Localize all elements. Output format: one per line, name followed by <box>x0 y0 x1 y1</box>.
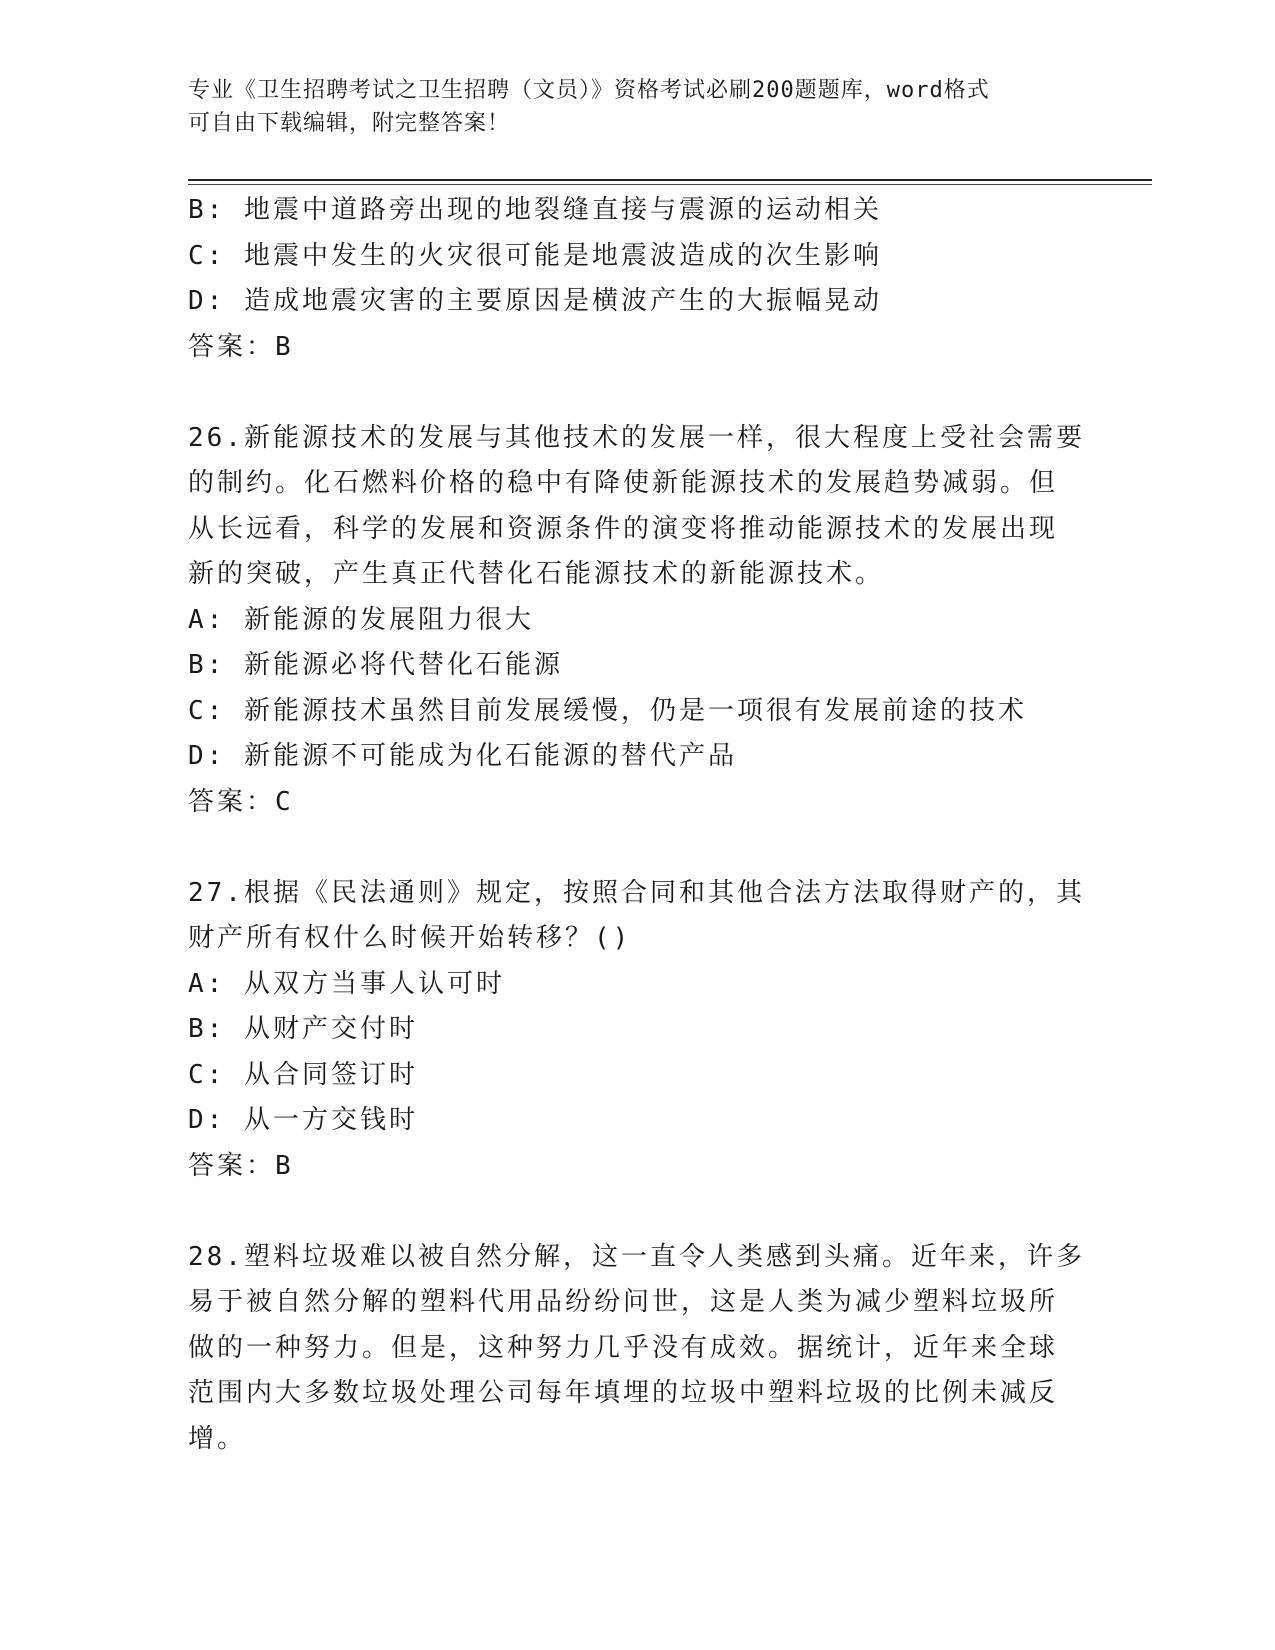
q26-option-d: D: 新能源不可能成为化石能源的替代产品 <box>188 741 737 771</box>
q27-option-a: A: 从双方当事人认可时 <box>188 968 505 999</box>
q26-stem-line: 26.新能源技术的发展与其他技术的发展一样，很大程度上受社会需要 <box>188 422 1085 453</box>
q25-option-b: B: 地震中道路旁出现的地裂缝直接与震源的运动相关 <box>188 195 882 225</box>
question-27 <box>188 871 1088 1190</box>
spacer <box>188 1189 1088 1235</box>
q26-answer: 答案：C <box>188 786 294 817</box>
question-26 <box>188 416 1088 826</box>
q28-stem-line: 做的一种努力。但是，这种努力几乎没有成效。据统计，近年来全球 <box>188 1332 1059 1363</box>
q27-option-d: D: 从一方交钱时 <box>188 1105 418 1135</box>
q26-stem-line: 从长远看，科学的发展和资源条件的演变将推动能源技术的发展出现 <box>188 513 1059 544</box>
q26-stem-line: 新的突破，产生真正代替化石能源技术的新能源技术。 <box>188 559 885 589</box>
q28-stem-line: 范围内大多数垃圾处理公司每年填埋的垃圾中塑料垃圾的比例未减反 <box>188 1378 1059 1408</box>
q25-option-c: C: 地震中发生的火灾很可能是地震波造成的次生影响 <box>188 240 882 271</box>
header-line-1: 专业《卫生招聘考试之卫生招聘（文员）》资格考试必刷200题题库，word格式 <box>188 78 990 103</box>
spacer <box>188 370 1088 416</box>
question-28 <box>188 1235 1088 1463</box>
q27-option-c: C: 从合同签订时 <box>188 1059 418 1090</box>
header-divider-thin <box>188 184 1152 185</box>
q28-stem-line: 易于被自然分解的塑料代用品纷纷问世，这是人类为减少塑料垃圾所 <box>188 1287 1059 1317</box>
spacer <box>188 825 1088 871</box>
q26-option-a: A: 新能源的发展阻力很大 <box>188 604 534 635</box>
q26-option-c: C: 新能源技术虽然目前发展缓慢，仍是一项很有发展前途的技术 <box>188 695 1027 726</box>
question-25 <box>188 188 1088 370</box>
q26-stem-line: 的制约。化石燃料价格的稳中有降使新能源技术的发展趋势减弱。但 <box>188 468 1059 498</box>
header-divider-thick <box>188 179 1152 181</box>
q28-stem-line: 28.塑料垃圾难以被自然分解，这一直令人类感到头痛。近年来，许多 <box>188 1241 1085 1272</box>
q25-option-d: D: 造成地震灾害的主要原因是横波产生的大振幅晃动 <box>188 286 882 316</box>
q25-answer: 答案：B <box>188 331 294 362</box>
document-header <box>188 74 1068 140</box>
q27-stem-line: 27.根据《民法通则》规定，按照合同和其他合法方法取得财产的，其 <box>188 877 1085 908</box>
q26-option-b: B: 新能源必将代替化石能源 <box>188 650 563 680</box>
question-content <box>188 188 1088 1462</box>
q28-stem-line: 增。 <box>188 1423 247 1454</box>
header-line-2: 可自由下载编辑，附完整答案！ <box>188 111 511 136</box>
q27-answer: 答案：B <box>188 1150 294 1181</box>
q27-option-b: B: 从财产交付时 <box>188 1014 418 1044</box>
q27-stem-line: 财产所有权什么时候开始转移？() <box>188 923 632 953</box>
